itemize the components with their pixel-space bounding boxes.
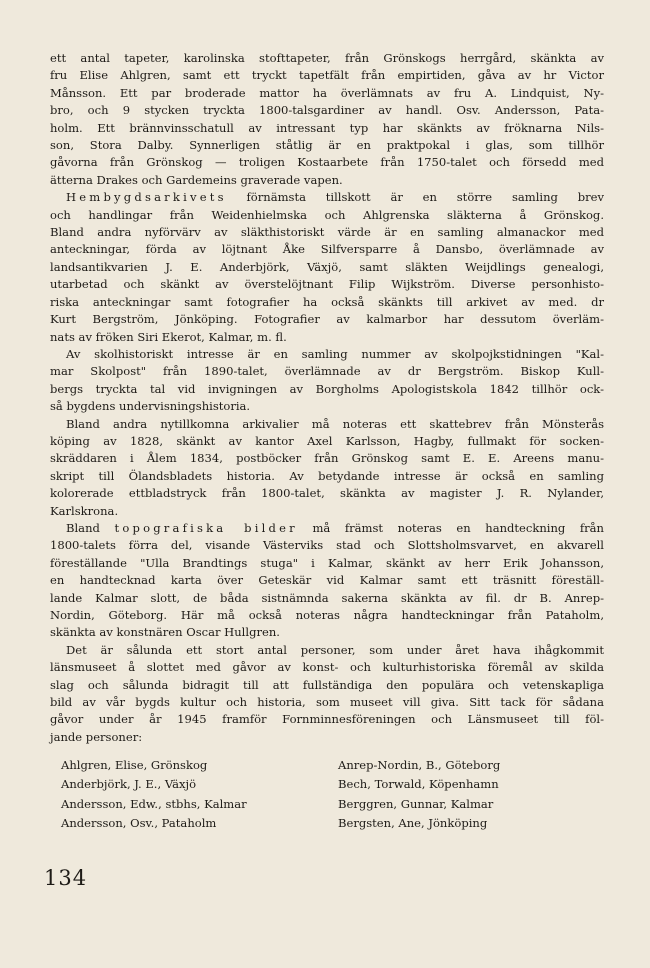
page-number: 134	[44, 866, 88, 890]
line-text: son, Stora Dalby. Synnerligen ståtlig är en praktpokal i glas, som tillhör	[50, 138, 604, 153]
text-line	[50, 607, 604, 624]
donor-entry: Ahlgren, Elise, Grönskog	[61, 758, 208, 773]
lead-word: Bland	[66, 520, 100, 535]
text-line	[50, 276, 604, 293]
text-line	[50, 590, 604, 607]
text-line	[50, 67, 604, 84]
line-text: utarbetad och skänkt av överstelöjtnant Filip Wijkström. Diverse personhisto-	[50, 277, 604, 292]
text-line	[50, 433, 604, 450]
line-text: Bland andra nytillkomna arkivalier må noteras ett skattebrev från Mönsterås	[66, 416, 604, 431]
text-line	[50, 102, 604, 119]
line-text: nats av fröken Siri Ekerot, Kalmar, m. fl.	[50, 329, 287, 344]
text-line	[50, 503, 604, 520]
donor-entry: Andersson, Osv., Pataholm	[61, 815, 217, 830]
donor-entry: Anderbjörk, J. E., Växjö	[61, 777, 197, 792]
text-line	[50, 85, 604, 102]
line-text: Karlskrona.	[50, 503, 119, 518]
text-line	[50, 659, 604, 676]
text-line	[50, 485, 604, 502]
line-text: en handtecknad karta över Geteskär vid Kalmar samt ett träsnitt föreställ-	[50, 573, 604, 588]
text-line	[50, 189, 604, 206]
line-text: mar Skolpost" från 1890-talet, överlämnade av dr Bergström. Biskop Kull-	[50, 364, 604, 379]
line-text: landsantikvarien J. E. Anderbjörk, Växjö, samt släkten Weijdlings genealogi,	[50, 259, 604, 274]
text-line	[50, 450, 604, 467]
line-text: länsmuseet å slottet med gåvor av konst- och kulturhistoriska föremål av skilda	[50, 660, 604, 675]
text-line	[50, 50, 604, 67]
line-text: ett antal tapeter, karolinska stofttapeter, från Grönskogs herrgård, skänkta av	[50, 51, 604, 65]
donor-entry: Bergsten, Ane, Jönköping	[338, 815, 488, 830]
line-text: bergs tryckta tal vid invigningen av Borgholms Apologistskola 1842 tillhör ock-	[50, 381, 604, 396]
line-text: riska anteckningar samt fotografier ha också skänkts till arkivet av med. dr	[50, 294, 604, 309]
text-line	[50, 120, 604, 137]
text-line	[50, 207, 604, 224]
text-line	[50, 224, 604, 241]
text-line	[50, 241, 604, 258]
paragraph	[50, 520, 604, 642]
line-text: och handlingar från Weidenhielmska och Ahlgrenska släkterna å Grönskog.	[50, 207, 604, 222]
text-line	[50, 311, 604, 328]
spaced-heading-word: Hembygdsarkivets	[66, 190, 227, 205]
text-line	[50, 329, 604, 346]
text-line	[50, 729, 604, 746]
paragraph	[50, 189, 604, 346]
text-line	[50, 416, 604, 433]
line-text: slag och sålunda bidragit till att fullständiga den populära och vetenskapliga	[50, 677, 604, 692]
text-line	[50, 381, 604, 398]
line-text: lande Kalmar slott, de båda sistnämnda sakerna skänkta av fil. dr B. Anrep-	[50, 590, 604, 605]
line-text: jande personer:	[50, 729, 143, 744]
paragraph	[50, 642, 604, 746]
text-line	[50, 642, 604, 659]
line-text: föreställande "Ulla Brandtings stuga" i Kalmar, skänkt av herr Erik Johansson,	[50, 555, 604, 570]
line-text: förnämsta tillskott är en större samling brev	[226, 190, 604, 205]
text-line	[50, 711, 604, 728]
text-line	[50, 346, 604, 363]
line-text: holm. Ett brännvinsschatull av intressant typ har skänkts av fröknarna Nils-	[50, 120, 604, 135]
line-text: 1800-talets förra del, visande Västerviks stad och Slottsholmsvarvet, en akvarell	[50, 538, 604, 553]
spaced-heading-word: topografiska bilder	[114, 520, 298, 535]
text-line	[50, 624, 604, 641]
text-line	[50, 398, 604, 415]
paragraph	[50, 50, 604, 189]
text-line	[50, 172, 604, 189]
line-text: Kurt Bergström, Jönköping. Fotografier av kalmarbor har dessutom överläm-	[50, 312, 604, 327]
line-text: bro, och 9 stycken tryckta 1800-talsgardiner av handl. Osv. Andersson, Pata-	[50, 103, 604, 118]
text-line	[50, 468, 604, 485]
line-text: Månsson. Ett par broderade mattor ha överlämnats av fru A. Lindquist, Ny-	[50, 85, 604, 100]
line-text: ätterna Drakes och Gardemeins graverade vapen.	[50, 172, 343, 187]
text-line	[50, 137, 604, 154]
line-text: skräddaren i Ålem 1834, postböcker från Grönskog samt E. E. Areens manu-	[50, 451, 604, 466]
line-text: köping av 1828, skänkt av kantor Axel Karlsson, Hagby, fullmakt för socken-	[50, 433, 604, 448]
donor-entry: Anrep-Nordin, B., Göteborg	[338, 758, 501, 773]
text-line	[50, 154, 604, 171]
text-line	[50, 259, 604, 276]
line-text: bild av vår bygds kultur och historia, som museet vill giva. Sitt tack för sådana	[50, 695, 604, 710]
donor-entry: Andersson, Edw., stbhs, Kalmar	[61, 796, 247, 811]
text-line	[50, 520, 604, 537]
donor-entry: Berggren, Gunnar, Kalmar	[338, 796, 494, 811]
text-line	[50, 677, 604, 694]
donor-list	[61, 756, 604, 833]
paragraph	[50, 346, 604, 416]
line-text: gåvorna från Grönskog — troligen Kostaarbete från 1750-talet och försedd med	[50, 155, 604, 170]
body-text	[50, 50, 604, 746]
line-text: Av skolhistoriskt intresse är en samling nummer av skolpojkstidningen "Kal-	[66, 346, 604, 361]
text-line	[50, 694, 604, 711]
line-text: gåvor under år 1945 framför Fornminnesföreningen och Länsmuseet till föl-	[50, 712, 604, 727]
line-text: anteckningar, förda av löjtnant Åke Silfversparre å Dansbo, överlämnade av	[50, 242, 604, 257]
text-line	[50, 555, 604, 572]
paragraph	[50, 416, 604, 520]
line-text: skänkta av konstnären Oscar Hullgren.	[50, 625, 280, 640]
text-line	[50, 294, 604, 311]
line-text: Nordin, Göteborg. Här må också noteras några handteckningar från Pataholm,	[50, 608, 604, 622]
text-line	[50, 363, 604, 380]
line-text: Det är sålunda ett stort antal personer, som under året hava ihågkommit	[66, 642, 604, 657]
donor-entry: Bech, Torwald, Köpenhamn	[338, 777, 499, 792]
line-text: så bygdens undervisningshistoria.	[50, 399, 251, 414]
line-text: må främst noteras en handteckning från	[297, 520, 604, 535]
text-line	[50, 572, 604, 589]
line-text: skript till Ölandsbladets historia. Av betydande intresse är också en samling	[50, 468, 604, 483]
text-line	[50, 537, 604, 554]
line-text: fru Elise Ahlgren, samt ett tryckt tapetfält från empirtiden, gåva av hr Victor	[50, 68, 604, 83]
line-text: Bland andra nyförvärv av släkthistoriskt värde är en samling almanackor med	[50, 225, 604, 240]
line-text: kolorerade ettbladstryck från 1800-talet, skänkta av magister J. R. Nylander,	[50, 486, 604, 501]
